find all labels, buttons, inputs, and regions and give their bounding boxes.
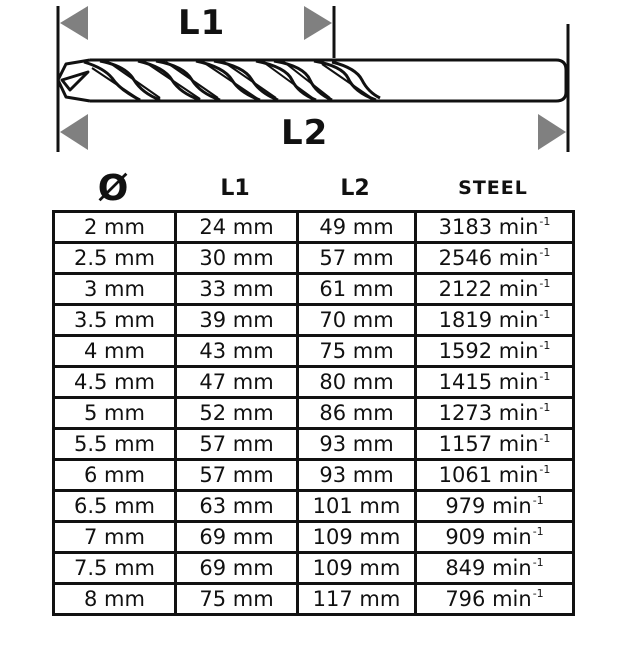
- table-row: [54, 553, 574, 584]
- diameter-cell: 2 mm: [54, 212, 176, 243]
- steel-speed-value: 2546: [438, 246, 493, 270]
- steel-speed-value: 796: [445, 587, 486, 611]
- diameter-header: Ø: [97, 167, 129, 209]
- table-row: [54, 491, 574, 522]
- l2-cell: 49 mm: [298, 212, 416, 243]
- speed-unit-exponent: -1: [532, 587, 544, 600]
- speed-unit: min: [498, 401, 539, 425]
- l1-header: L1: [220, 175, 250, 201]
- diameter-cell: 5 mm: [54, 398, 176, 429]
- steel-speed-value: 1061: [438, 463, 493, 487]
- l2-cell: 80 mm: [298, 367, 416, 398]
- speed-unit: min: [498, 370, 539, 394]
- l2-header: L2: [340, 175, 370, 201]
- steel-speed-cell: [416, 398, 574, 429]
- table-row: [54, 367, 574, 398]
- speed-unit: min: [498, 308, 539, 332]
- drill-size-table-body: [54, 212, 574, 615]
- speed-unit-exponent: -1: [539, 308, 551, 321]
- steel-speed-cell: [416, 367, 574, 398]
- l1-cell: 33 mm: [176, 274, 298, 305]
- speed-unit: min: [492, 556, 532, 580]
- diameter-cell: 7.5 mm: [54, 553, 176, 584]
- speed-unit-exponent: -1: [532, 525, 544, 538]
- diameter-cell: 6 mm: [54, 460, 176, 491]
- l1-cell: 24 mm: [176, 212, 298, 243]
- steel-speed-cell: [416, 243, 574, 274]
- l2-arrow-left-icon: [60, 114, 88, 150]
- speed-unit: min: [498, 463, 539, 487]
- table-row: [54, 336, 574, 367]
- speed-unit: min: [498, 215, 539, 239]
- steel-speed-value: 1415: [438, 370, 493, 394]
- steel-speed-value: 2122: [438, 277, 493, 301]
- diameter-cell: 8 mm: [54, 584, 176, 615]
- l1-cell: 69 mm: [176, 553, 298, 584]
- table-row: [54, 460, 574, 491]
- speed-unit-exponent: -1: [532, 556, 544, 569]
- diameter-cell: 3 mm: [54, 274, 176, 305]
- l2-cell: 109 mm: [298, 553, 416, 584]
- table-row: [54, 243, 574, 274]
- steel-speed-value: 979: [445, 494, 486, 518]
- table-row: [54, 584, 574, 615]
- steel-speed-cell: [416, 305, 574, 336]
- speed-unit: min: [498, 277, 539, 301]
- diameter-cell: 2.5 mm: [54, 243, 176, 274]
- l1-cell: 30 mm: [176, 243, 298, 274]
- l2-cell: 75 mm: [298, 336, 416, 367]
- l1-cell: 57 mm: [176, 460, 298, 491]
- l2-cell: 117 mm: [298, 584, 416, 615]
- steel-speed-cell: [416, 553, 574, 584]
- l1-cell: 43 mm: [176, 336, 298, 367]
- steel-speed-cell: [416, 522, 574, 553]
- l1-arrow-right-icon: [304, 6, 332, 40]
- l2-cell: 93 mm: [298, 460, 416, 491]
- table-row: [54, 398, 574, 429]
- speed-unit-exponent: -1: [539, 215, 551, 228]
- speed-unit-exponent: -1: [539, 246, 551, 259]
- l2-cell: 86 mm: [298, 398, 416, 429]
- speed-unit: min: [498, 246, 539, 270]
- table-row: [54, 429, 574, 460]
- table-row: [54, 522, 574, 553]
- table-row: [54, 212, 574, 243]
- steel-speed-value: 909: [445, 525, 486, 549]
- l2-cell: 61 mm: [298, 274, 416, 305]
- table-row: [54, 305, 574, 336]
- steel-speed-value: 1819: [438, 308, 493, 332]
- l1-cell: 39 mm: [176, 305, 298, 336]
- steel-speed-cell: [416, 584, 574, 615]
- l1-cell: 57 mm: [176, 429, 298, 460]
- l1-cell: 52 mm: [176, 398, 298, 429]
- l2-cell: 57 mm: [298, 243, 416, 274]
- diameter-cell: 4 mm: [54, 336, 176, 367]
- speed-unit-exponent: -1: [539, 401, 551, 414]
- l2-arrow-right-icon: [538, 114, 566, 150]
- speed-unit-exponent: -1: [539, 432, 551, 445]
- speed-unit-exponent: -1: [539, 370, 551, 383]
- speed-unit-exponent: -1: [532, 494, 544, 507]
- drill-size-table: [52, 210, 575, 616]
- speed-unit: min: [492, 587, 532, 611]
- l1-cell: 47 mm: [176, 367, 298, 398]
- l1-arrow-left-icon: [60, 6, 88, 40]
- speed-unit-exponent: -1: [539, 339, 551, 352]
- l1-cell: 75 mm: [176, 584, 298, 615]
- steel-speed-value: 1592: [438, 339, 493, 363]
- speed-unit: min: [498, 432, 539, 456]
- diameter-cell: 7 mm: [54, 522, 176, 553]
- l2-cell: 101 mm: [298, 491, 416, 522]
- steel-speed-value: 849: [445, 556, 486, 580]
- steel-speed-cell: [416, 212, 574, 243]
- steel-speed-cell: [416, 491, 574, 522]
- diameter-cell: 6.5 mm: [54, 491, 176, 522]
- steel-speed-cell: [416, 274, 574, 305]
- steel-speed-value: 1157: [438, 432, 493, 456]
- diameter-cell: 5.5 mm: [54, 429, 176, 460]
- speed-unit-exponent: -1: [539, 277, 551, 290]
- l1-dimension-label: L1: [178, 3, 226, 43]
- l2-cell: 70 mm: [298, 305, 416, 336]
- steel-header: STEEL: [458, 177, 528, 199]
- table-header-row: [52, 168, 572, 208]
- steel-speed-value: 1273: [438, 401, 493, 425]
- steel-speed-cell: [416, 460, 574, 491]
- diameter-cell: 4.5 mm: [54, 367, 176, 398]
- speed-unit-exponent: -1: [539, 463, 551, 476]
- l2-cell: 93 mm: [298, 429, 416, 460]
- speed-unit: min: [492, 494, 532, 518]
- l2-dimension-label: L2: [281, 113, 329, 153]
- diameter-cell: 3.5 mm: [54, 305, 176, 336]
- steel-speed-cell: [416, 336, 574, 367]
- steel-speed-value: 3183: [438, 215, 493, 239]
- l1-cell: 63 mm: [176, 491, 298, 522]
- l2-cell: 109 mm: [298, 522, 416, 553]
- drill-bit-icon: [58, 60, 566, 101]
- steel-speed-cell: [416, 429, 574, 460]
- table-row: [54, 274, 574, 305]
- speed-unit: min: [492, 525, 532, 549]
- l1-cell: 69 mm: [176, 522, 298, 553]
- speed-unit: min: [498, 339, 539, 363]
